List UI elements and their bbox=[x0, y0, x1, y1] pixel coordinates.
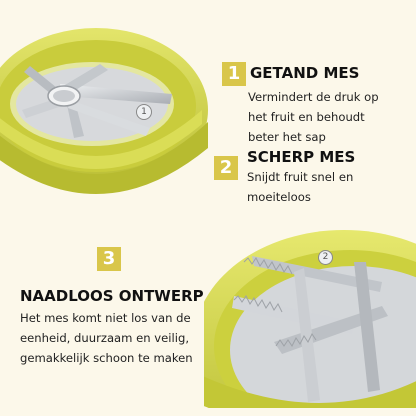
feature-1-number-badge: 1 bbox=[222, 62, 246, 86]
slicer-photo-bottom bbox=[204, 222, 416, 408]
feature-2-description: Snijdt fruit snel en moeiteloos bbox=[247, 170, 354, 204]
slicer-photo-top bbox=[0, 26, 212, 216]
photo-marker-top: 1 bbox=[136, 104, 152, 120]
feature-3-description: Het mes komt niet los van de eenheid, duurzaam en veilig, gemakkelijk schoon te maken bbox=[20, 311, 193, 365]
feature-2-number-badge: 2 bbox=[214, 156, 238, 180]
photo-marker-bottom: 2 bbox=[318, 250, 333, 265]
feature-3-title: NAADLOOS ONTWERP bbox=[20, 287, 204, 305]
feature-1-title: GETAND MES bbox=[250, 64, 360, 82]
feature-2-title: SCHERP MES bbox=[247, 148, 356, 166]
feature-3-number-badge: 3 bbox=[97, 247, 121, 271]
feature-1-description: Vermindert de druk op het fruit en behoudt beter het sap bbox=[248, 90, 379, 144]
